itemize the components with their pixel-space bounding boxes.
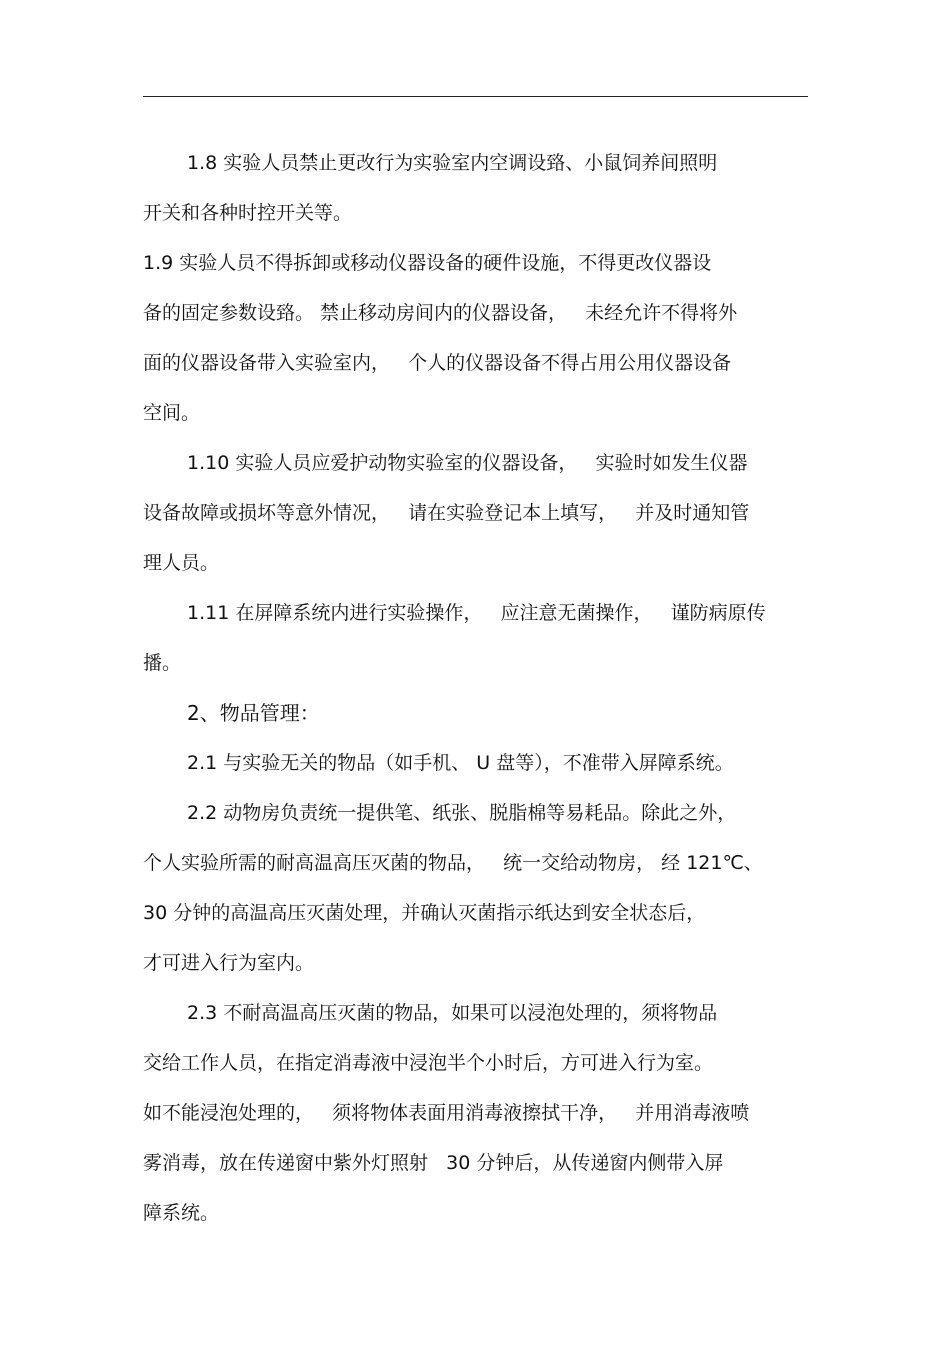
text-line: 如不能浸泡处理的， 须将物体表面用消毒液擦拭干净， 并用消毒液喷 [143, 1102, 750, 1124]
document-body [143, 145, 823, 1245]
text-line: 1.8 实验人员禁止更改行为实验室内空调设臵、小鼠饲养间照明 [187, 152, 718, 174]
text-line: 1.11 在屏障系统内进行实验操作， 应注意无菌操作， 谨防病原传 [187, 602, 766, 624]
text-line: 交给工作人员，在指定消毒液中浸泡半个小时后，方可进入行为室。 [143, 1052, 714, 1074]
text-line: 雾消毒，放在传递窗中紫外灯照射 30 分钟后，从传递窗内侧带入屏 [143, 1152, 724, 1174]
text-line: 开关和各种时控开关等。 [143, 202, 353, 224]
text-line: 备的固定参数设臵。 禁止移动房间内的仪器设备， 未经允许不得将外 [143, 302, 738, 324]
text-line: 2.2 动物房负责统一提供笔、纸张、脱脂棉等易耗品。除此之外， [187, 802, 737, 824]
text-line: 才可进入行为室内。 [143, 952, 315, 974]
text-line: 播。 [143, 652, 182, 674]
text-line: 1.9 实验人员不得拆卸或移动仪器设备的硬件设施，不得更改仪器设 [143, 252, 712, 274]
text-line: 空间。 [143, 402, 201, 424]
text-line: 2.3 不耐高温高压灭菌的物品，如果可以浸泡处理的，须将物品 [187, 1002, 718, 1024]
section-heading: 2、物品管理： [187, 701, 320, 725]
text-line: 设备故障或损坏等意外情况， 请在实验登记本上填写， 并及时通知管 [143, 502, 750, 524]
text-line: 面的仪器设备带入实验室内， 个人的仪器设备不得占用公用仪器设备 [143, 352, 732, 374]
text-line: 障系统。 [143, 1202, 220, 1224]
text-line: 个人实验所需的耐高温高压灭菌的物品， 统一交给动物房， 经 121℃、 [143, 852, 763, 874]
text-line: 2.1 与实验无关的物品（如手机、 U 盘等），不准带入屏障系统。 [187, 752, 734, 774]
header-rule [143, 96, 808, 97]
text-line: 1.10 实验人员应爱护动物实验室的仪器设备， 实验时如发生仪器 [187, 452, 748, 474]
text-line: 30 分钟的高温高压灭菌处理，并确认灭菌指示纸达到安全状态后， [143, 902, 706, 924]
text-line: 理人员。 [143, 552, 220, 574]
